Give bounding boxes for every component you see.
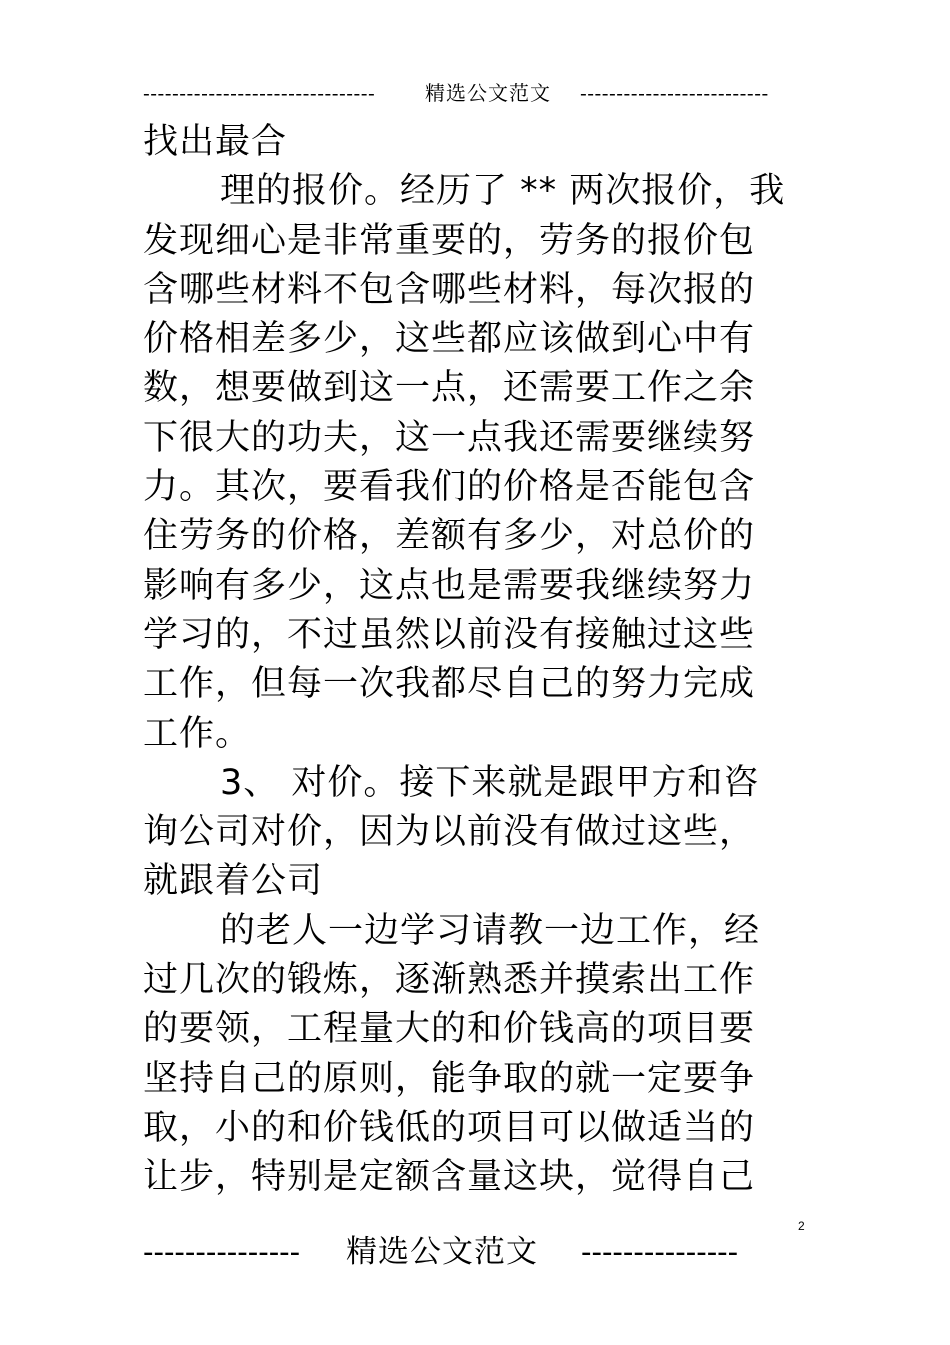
body-line: 含哪些材料不包含哪些材料，每次报的 <box>143 269 756 310</box>
header-title: 精选公文范文 <box>425 81 551 105</box>
body-line: 3、 对价。接下来就是跟甲方和咨 <box>220 762 760 803</box>
body-line: 下很大的功夫，这一点我还需要继续努 <box>143 417 756 458</box>
page-number: 2 <box>798 1219 805 1233</box>
body-line: 就跟着公司 <box>143 861 324 902</box>
body-line: 力。其次，要看我们的价格是否能包含 <box>143 467 756 508</box>
footer-dash-right: --------------- <box>581 1234 739 1270</box>
body-line: 住劳务的价格，差额有多少，对总价的 <box>143 516 756 557</box>
page-footer <box>143 1228 783 1276</box>
footer-title: 精选公文范文 <box>346 1234 538 1270</box>
header-dash-right: -------------------------- <box>580 81 769 105</box>
body-line: 的要领，工程量大的和价钱高的项目要 <box>143 1009 756 1050</box>
body-line: 工作，但每一次我都尽自己的努力完成 <box>143 664 756 705</box>
body-line: 数，想要做到这一点，还需要工作之余 <box>143 368 756 409</box>
document-body <box>143 118 793 1203</box>
body-line: 学习的，不过虽然以前没有接触过这些 <box>143 614 756 655</box>
body-line: 发现细心是非常重要的，劳务的报价包 <box>143 220 756 261</box>
body-line: 询公司对价，因为以前没有做过这些， <box>143 812 756 853</box>
body-line: 价格相差多少，这些都应该做到心中有 <box>143 319 756 360</box>
footer-dash-left: --------------- <box>143 1234 301 1270</box>
body-line: 的老人一边学习请教一边工作，经 <box>220 910 761 951</box>
body-line: 找出最合 <box>143 122 288 162</box>
body-line: 工作。 <box>143 713 252 754</box>
header-dash-left: -------------------------------- <box>143 81 376 105</box>
body-line: 让步，特别是定额含量这块，觉得自己 <box>143 1157 756 1198</box>
body-line: 理的报价。经历了 ** 两次报价，我 <box>220 171 786 212</box>
page-header <box>143 76 778 110</box>
body-line: 影响有多少，这点也是需要我继续努力 <box>143 565 756 606</box>
body-line: 取，小的和价钱低的项目可以做适当的 <box>143 1107 756 1148</box>
body-line: 坚持自己的原则，能争取的就一定要争 <box>143 1058 756 1099</box>
body-line: 过几次的锻炼，逐渐熟悉并摸索出工作 <box>143 960 756 1001</box>
